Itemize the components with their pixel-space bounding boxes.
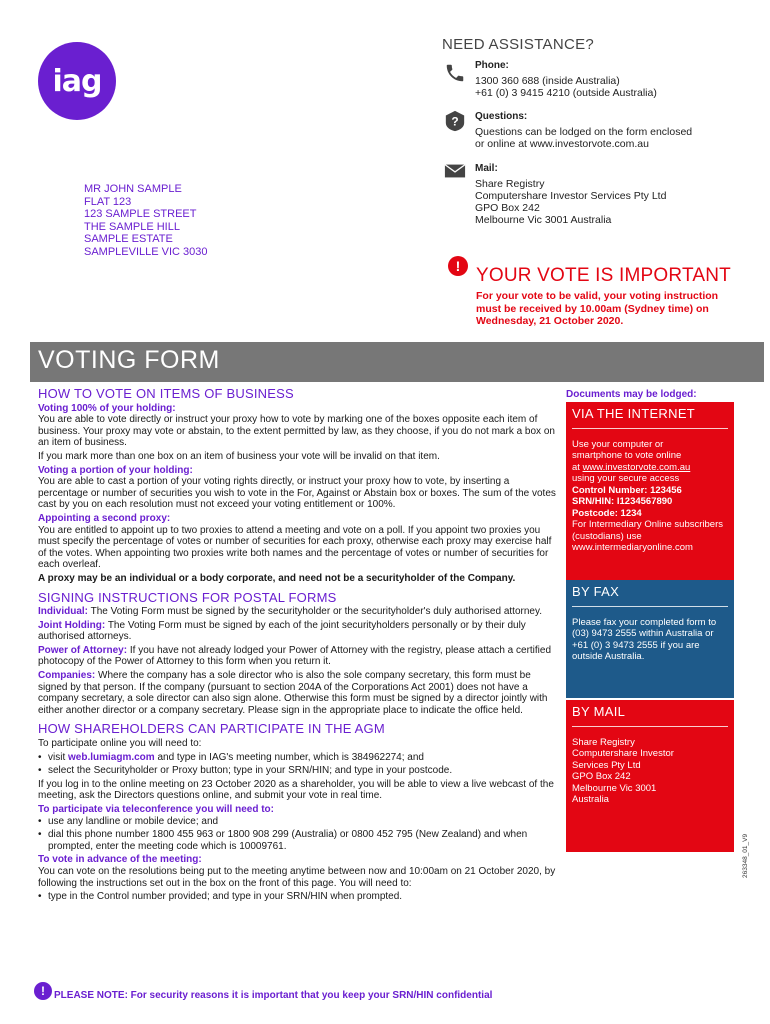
- voting-form-title: VOTING FORM: [38, 346, 220, 374]
- questions-label: Questions:: [475, 111, 528, 122]
- subheading: Appointing a second proxy:: [38, 512, 171, 524]
- list-item: • select the Securityholder or Proxy button; type in your SRN/HIN; and type in your postcode.: [38, 765, 560, 777]
- questions-block: [475, 111, 692, 150]
- signing-heading: SIGNING INSTRUCTIONS FOR POSTAL FORMS: [38, 589, 337, 605]
- srn-hin: SRN/HIN: I1234567890: [572, 496, 673, 507]
- intermediary-text: For Intermediary Online subscribers (custodians) use www.intermediaryonline.com: [572, 519, 723, 553]
- mail-box-line: Australia: [572, 794, 609, 805]
- mail-box-line: Computershare Investor: [572, 748, 674, 759]
- vote-important-text: For your vote to be valid, your voting instruction must be received by 10.00am (Sydney time) on Wednesday, 21 October 2020.: [476, 290, 719, 327]
- teleconference-steps: [38, 816, 560, 853]
- paragraph: You are able to vote directly or instruct your proxy how to vote by marking one of the boxes opposite each item of business. Your proxy may vote or abstain, to the extent permitted by law, as they choose, if you do not mark a box on an item of business.: [38, 414, 555, 449]
- investorvote-link[interactable]: www.investorvote.com.au: [582, 461, 691, 473]
- mail-line: Melbourne Vic 3001 Australia: [475, 214, 612, 226]
- internet-line: at www.investorvote.com.au: [572, 461, 691, 473]
- fax-text: Please fax your completed form to (03) 9473 2555 within Australia or +61 (0) 3 9473 2555 if you are outside Australia.: [572, 616, 717, 662]
- phone-label: Phone:: [475, 60, 509, 71]
- paragraph: A proxy may be an individual or a body corporate, and need not be a securityholder of the Company.: [38, 572, 516, 584]
- mail-line: Computershare Investor Services Pty Ltd: [475, 190, 667, 202]
- mailing-address: [84, 183, 208, 258]
- paragraph: Individual: The Voting Form must be signed by the securityholder or the securityholder's duly authorised attorney.: [38, 606, 542, 618]
- postcode: Postcode: 1234: [572, 507, 642, 519]
- participate-heading: HOW SHAREHOLDERS CAN PARTICIPATE IN THE AGM: [38, 721, 385, 737]
- version-code: 263348_01_V9: [742, 833, 749, 878]
- subheading: To vote in advance of the meeting:: [38, 854, 202, 866]
- iag-logo: iag: [38, 42, 116, 120]
- phone-icon: [444, 62, 466, 84]
- phone-line: +61 (0) 3 9415 4210 (outside Australia): [475, 87, 657, 99]
- address-line: SAMPLE ESTATE: [84, 233, 173, 245]
- mail-box-line: Melbourne Vic 3001: [572, 782, 657, 794]
- list-item: • visit web.lumiagm.com and type in IAG's meeting number, which is 384962274; and: [38, 752, 560, 764]
- list-item: • dial this phone number 1800 455 963 or 1800 908 299 (Australia) or 0800 452 795 (New Zealand) and when prompted, enter the meeting code which is 10009761.: [38, 829, 560, 852]
- mail-line: Share Registry: [475, 178, 545, 190]
- subheading: To participate via teleconference you will need to:: [38, 804, 274, 815]
- how-to-vote-heading: HOW TO VOTE ON ITEMS OF BUSINESS: [38, 386, 294, 401]
- svg-text:?: ?: [451, 114, 459, 129]
- mail-box: [566, 700, 734, 852]
- phone-line: 1300 360 688 (inside Australia): [475, 75, 620, 87]
- mail-box-title: BY MAIL: [572, 706, 728, 727]
- subheading: Voting a portion of your holding:: [38, 464, 193, 476]
- list-item: • type in the Control number provided; and type in your SRN/HIN when prompted.: [38, 891, 560, 903]
- paragraph: If you log in to the online meeting on 23 October 2020 as a shareholder, you will be able to view a live webcast of the meeting, ask the Directors questions online, and submit your vote in real time.: [38, 778, 554, 802]
- internet-box: [566, 402, 734, 602]
- control-number: Control Number: 123456: [572, 484, 682, 496]
- lumiagm-link[interactable]: web.lumiagm.com: [68, 751, 155, 763]
- mail-icon: [444, 160, 466, 182]
- subheading: Voting 100% of your holding:: [38, 402, 176, 414]
- documents-lodged-label: Documents may be lodged:: [566, 389, 697, 400]
- advance-steps: [38, 891, 560, 903]
- paragraph: To participate online you will need to:: [38, 738, 202, 750]
- paragraph: You can vote on the resolutions being put to the meeting anytime between now and 10:00am on 21 October 2020, by following the instructions set out in the box on the front of this page. You will need to:: [38, 865, 556, 889]
- fax-box: [566, 580, 734, 698]
- phone-block: [475, 60, 657, 99]
- internet-line: using your secure access: [572, 473, 680, 484]
- mail-box-line: GPO Box 242: [572, 771, 631, 782]
- mail-box-line: Share Registry: [572, 736, 635, 748]
- need-assistance-title: NEED ASSISTANCE?: [442, 36, 595, 53]
- mail-box-line: Services Pty Ltd: [572, 759, 641, 771]
- address-line: MR JOHN SAMPLE: [84, 183, 182, 195]
- paragraph: Power of Attorney: If you have not already lodged your Power of Attorney with the registry, please attach a certified photocopy of the Power of Attorney to this form when you return it.: [38, 644, 552, 668]
- address-line: THE SAMPLE HILL: [84, 220, 180, 233]
- mail-label: Mail:: [475, 163, 498, 174]
- internet-line: smartphone to vote online: [572, 450, 682, 461]
- questions-line: Questions can be lodged on the form enclosed: [475, 126, 693, 138]
- main-instructions: [38, 388, 560, 905]
- online-steps: [38, 752, 560, 777]
- paragraph: You are able to cast a portion of your voting rights directly, or instruct your proxy how to vote, by inserting a percentage or number of securities you wish to vote in the For, Against or Abstain box or boxes. The sum of the votes cast by you on each resolution must not exceed your voting entitlement or 100%.: [38, 476, 556, 511]
- vote-important-title: YOUR VOTE IS IMPORTANT: [476, 265, 731, 286]
- mail-line: GPO Box 242: [475, 202, 540, 214]
- exclamation-icon: !: [448, 256, 468, 276]
- questions-line: or online at www.investorvote.com.au: [475, 138, 649, 150]
- address-line: FLAT 123: [84, 195, 132, 208]
- internet-title: VIA THE INTERNET: [572, 408, 728, 429]
- paragraph: You are entitled to appoint up to two proxies to attend a meeting and vote on a poll. If you appoint two proxies you must specify the percentage of votes or number of securities for each proxy, otherwise each proxy may exercise half of the votes. When appointing two proxies write both names and the percentage of votes or number of securities for each overleaf.: [38, 524, 552, 571]
- mail-block: [475, 163, 666, 226]
- paragraph: Companies: Where the company has a sole director who is also the sole company secretary, this form must be signed by that person. If the company (pursuant to section 204A of the Corporations Act 2001) does not have a company secretary, a sole director can also sign alone. Otherwise this form must be signed by a director jointly with either another director or a company secretary. Please sign in the appropriate place to indicate the office held.: [38, 670, 548, 716]
- address-line: SAMPLEVILLE VIC 3030: [84, 245, 208, 258]
- paragraph: If you mark more than one box on an item of business your vote will be invalid on that item.: [38, 450, 440, 462]
- exclamation-icon: !: [34, 982, 52, 1000]
- address-line: 123 SAMPLE STREET: [84, 208, 197, 220]
- fax-title: BY FAX: [572, 586, 728, 607]
- paragraph: Joint Holding: The Voting Form must be signed by each of the joint securityholders personally or by their duly authorised attorneys.: [38, 619, 526, 643]
- security-note: PLEASE NOTE: For security reasons it is important that you keep your SRN/HIN confidential: [54, 990, 493, 1001]
- question-icon: [444, 110, 466, 132]
- internet-line: Use your computer or: [572, 438, 664, 450]
- list-item: • use any landline or mobile device; and: [38, 816, 560, 828]
